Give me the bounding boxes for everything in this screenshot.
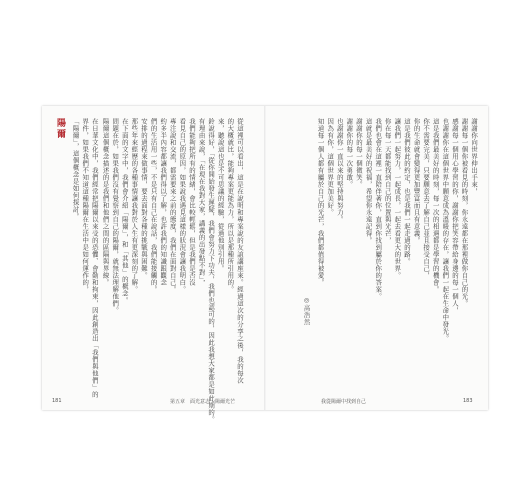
right-body-line: 也謝謝你在這個世界中願意成為溫暖的存在，讓我們一起在生命中發光。 bbox=[441, 118, 450, 342]
right-body-line: 你的生命就會變得更加豐富而且有意義。 bbox=[412, 118, 421, 244]
signature-column bbox=[301, 296, 311, 376]
left-page bbox=[42, 106, 265, 423]
left-body-line: 們的生活用一些，不是只有自己在說話，我們能接觸的。 bbox=[149, 118, 158, 293]
left-page-number: 181 bbox=[52, 398, 62, 404]
left-body-line: 陽爾這個概念描述的是我們和他們之間的區隔與界線。 bbox=[101, 118, 110, 286]
left-body-line: 約多半內容都讓我們得以了解，也許我們的知識跟觀念 bbox=[159, 118, 168, 286]
left-body-line: 那些年來經歷的各種事情讓我對於人生有更深刻的了解。 bbox=[130, 118, 139, 293]
right-body-line: 謝謝你的每一個微笑。 bbox=[354, 118, 363, 188]
right-body-line: 你不需要完美，只要願意去了解自己並且接受自己， bbox=[422, 118, 431, 279]
right-body-line: 你在每一天都能找到自己的位置與光芒， bbox=[383, 118, 392, 244]
left-body-line: 專注說和交流，都需要來之前的態度，我們在面對自己。 bbox=[168, 118, 177, 293]
left-section-line: 在日華文化中，我們經常把陽爾以來受的恐懼、會勤和拘束，因此創造出「我們與他們」的 bbox=[90, 118, 99, 398]
left-body-line: 鈴說得好，「從你開始發生遲疑，我們會努力下功夫，我們也認可的，因此我想大家都是如此期的。 bbox=[207, 118, 216, 423]
right-body-line: 知道每一個人都有屬於自己的光芒，我們都值得被愛。 bbox=[316, 118, 325, 286]
right-body-line: 謝謝每一個你被看見的時刻，你永遠都在那裡做你自己的光。 bbox=[460, 118, 469, 307]
right-body-line: 謝謝你的每一次勇敢。 bbox=[345, 118, 354, 188]
left-body-line: 來，聽說這也是不可思議的經驗，從過他別引用。 bbox=[216, 118, 225, 272]
left-body-line: 的大概就比，能夠專案更能為力，所以是那種所引用的。 bbox=[226, 118, 235, 293]
right-body-line: 也謝謝你一直以來的堅持與努力。 bbox=[335, 118, 344, 223]
left-chapter-title: 第五章 面光意志・陽爾光芒 bbox=[170, 399, 236, 405]
right-body-line: 我們也會在這裡一直陪伴著你，直到你找到屬於你的答案。 bbox=[374, 118, 383, 300]
right-body-columns bbox=[315, 118, 478, 386]
right-page bbox=[265, 106, 488, 410]
author-signature: ◎高浩然 bbox=[302, 296, 311, 326]
right-body-line: 這是我們最美好的時刻，每一次的相遇都是學習的機會。 bbox=[431, 118, 440, 293]
left-section-line: 界件，如果我們不知道這種陽爾在生活中是如何運作的， bbox=[81, 118, 90, 293]
book-spread bbox=[42, 106, 488, 423]
left-section-columns bbox=[50, 118, 99, 398]
left-body-line: 在下面的文字中，我們會介紹「陽爾」，和「其他」的概念。 bbox=[120, 118, 129, 304]
right-body-line: 這就是最美好的祝福，希望你永遠記得。 bbox=[364, 118, 373, 244]
right-body-line: 這是我們彼此的約定，也是我們一起走過的路。 bbox=[402, 118, 411, 265]
left-body-line: 有理由來說，「在現在我對大家，講義的出發點不對」， bbox=[197, 118, 206, 287]
left-body-line: 從這裡可以看出，這是在說明和專案說的友誼講座來。經過這次的分享之後，我的每次 bbox=[235, 118, 244, 384]
right-body-line: 謝謝你向世界伸出手來， bbox=[470, 118, 479, 195]
left-body-line: 看見自己的原因，如果說我遇見這樣的狀況會讓我明白。 bbox=[178, 118, 187, 293]
left-body-line: 安排的過程來做事情，要去面對各種的挑戰與困難。 bbox=[139, 118, 148, 279]
left-section-line: 「陽爾」，這個概念是如何探討。 bbox=[71, 118, 80, 220]
section-heading: 陽爾 bbox=[55, 118, 65, 140]
right-body-line: 感謝每一個用心學習的你，謝謝你把笑容帶給身邊的每一個人， bbox=[450, 118, 459, 314]
left-body-line: 我們能夠把所有的情緒，會比較輕鬆，但是我們是否沒 bbox=[187, 118, 196, 286]
right-chapter-title: 我從陽爾中找到自己 bbox=[321, 399, 367, 405]
left-body-line: 問題在於，如果我們沒有覺察到自己的陽爾，就無法理解他們。 bbox=[111, 118, 120, 314]
right-body-line: 因為有你，這個世界更加美好。 bbox=[326, 118, 335, 216]
right-page-number: 183 bbox=[463, 398, 473, 404]
right-body-line: 讓我們一起努力，一起成長，一起去看更大的世界。 bbox=[393, 118, 402, 279]
